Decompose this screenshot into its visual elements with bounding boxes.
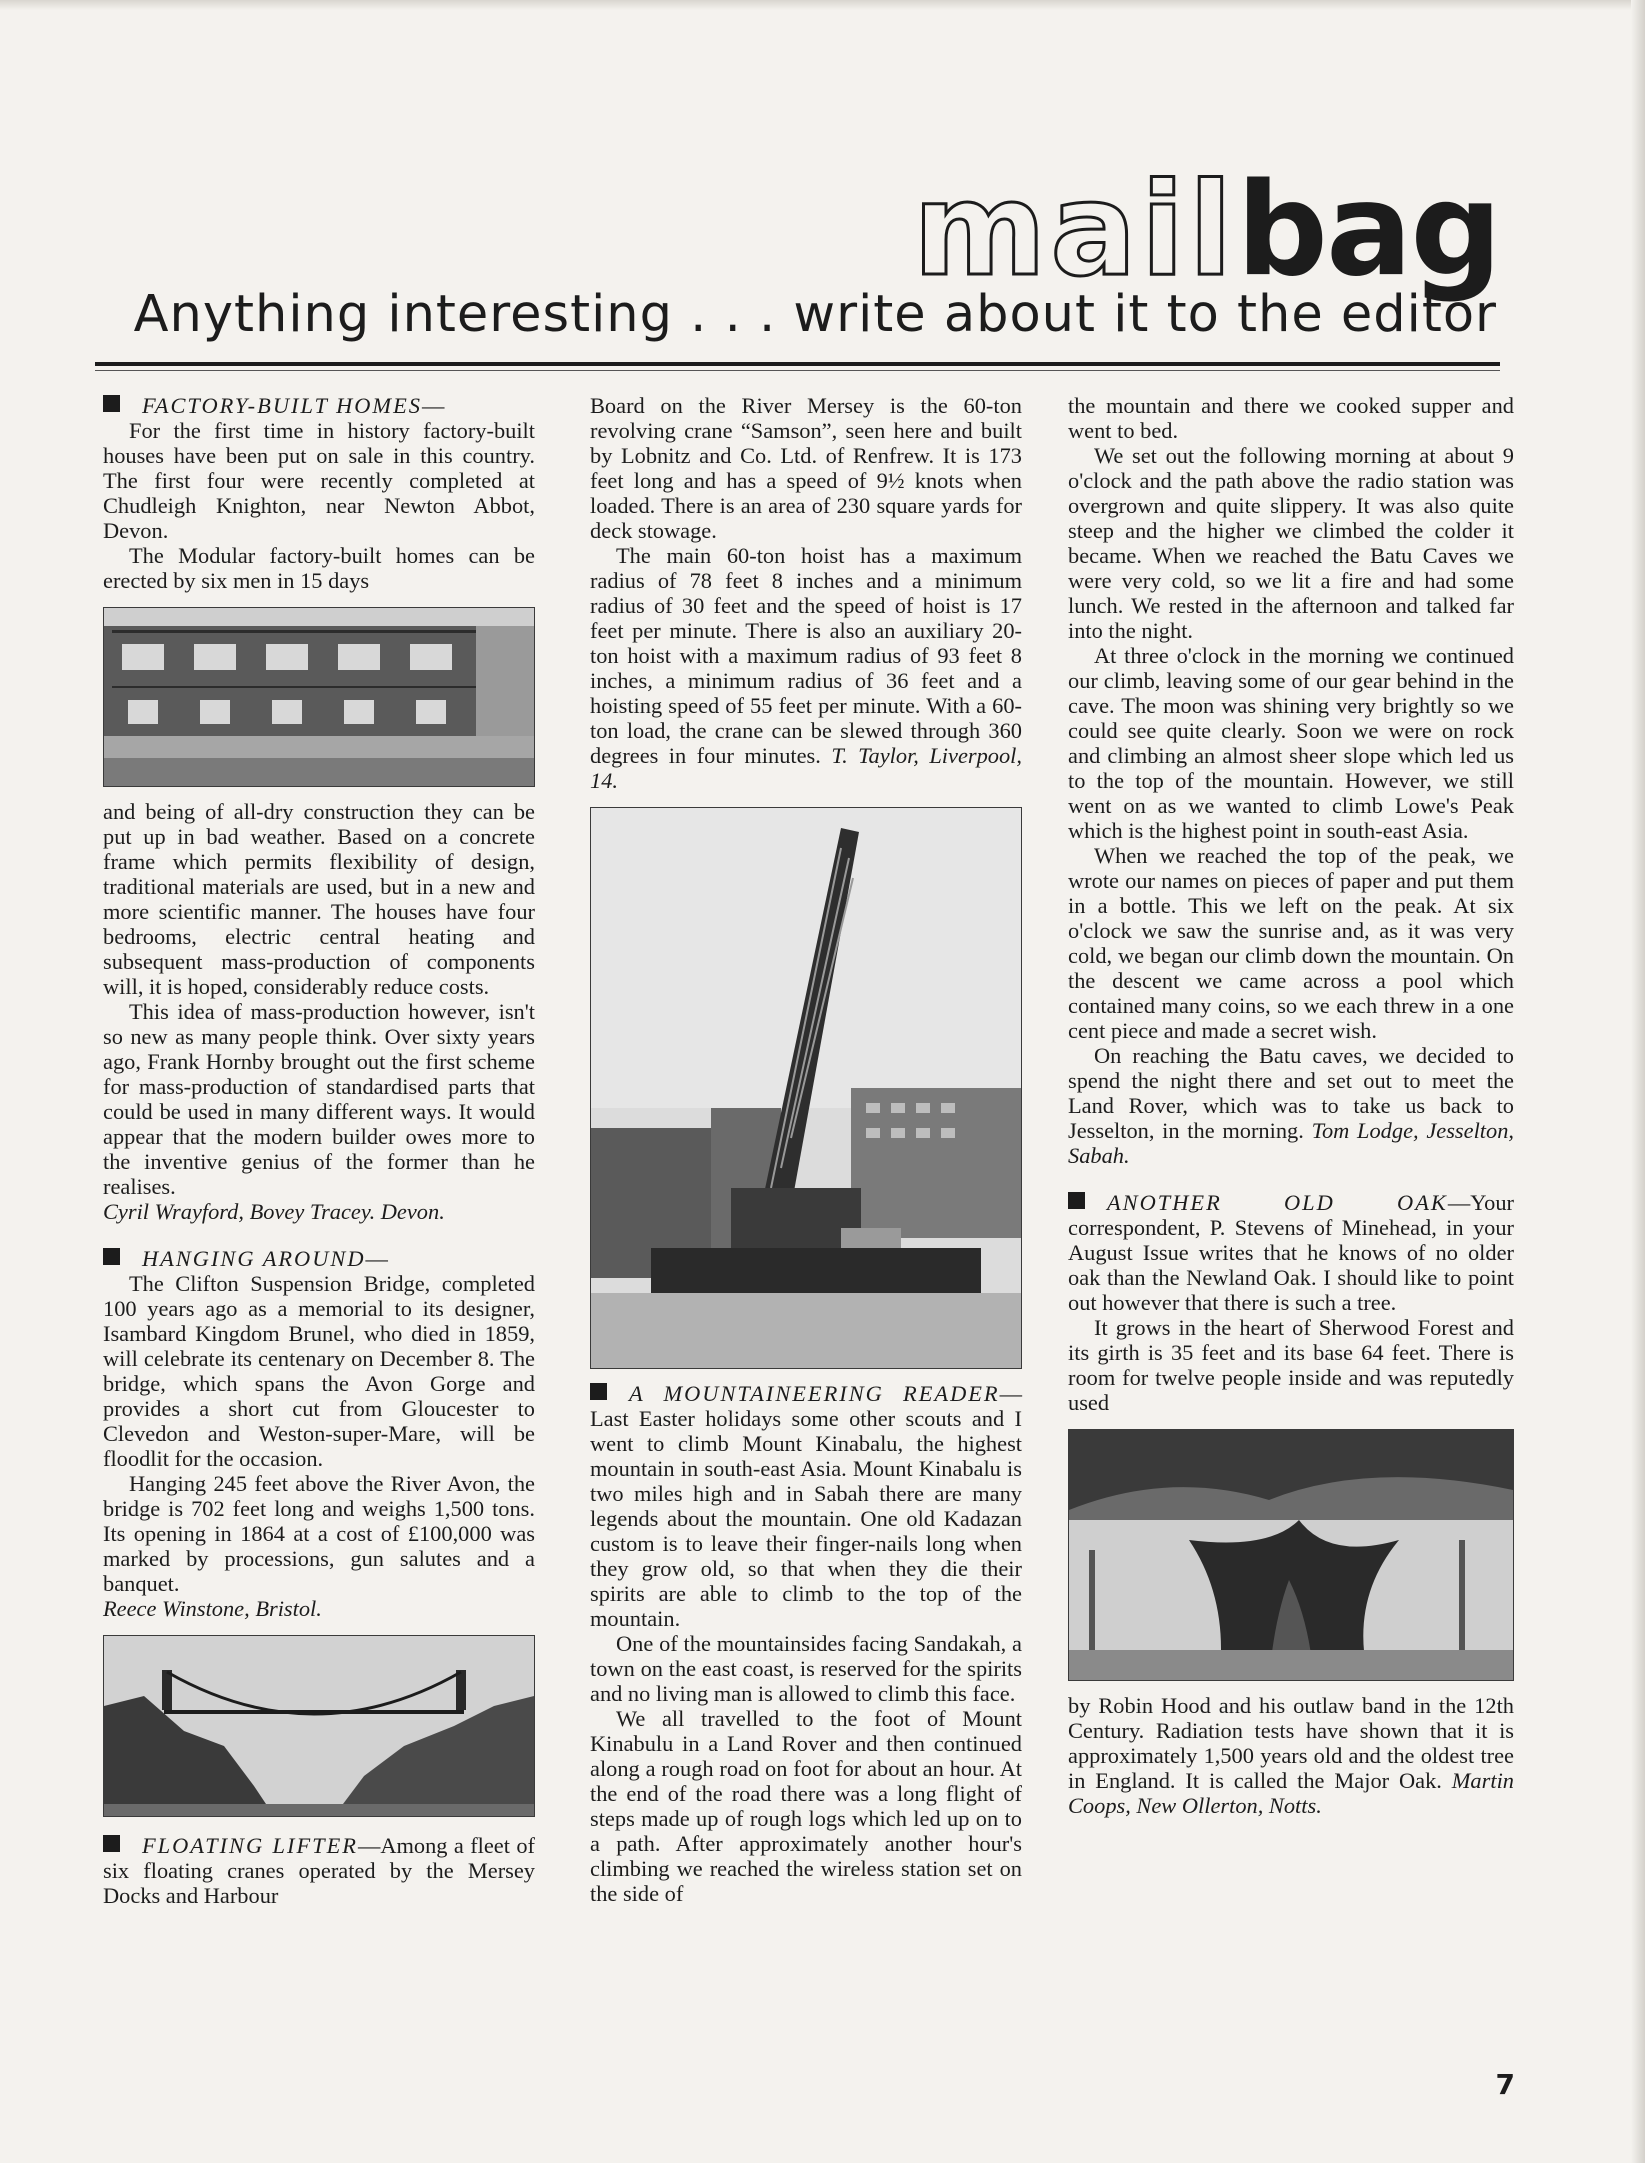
article-paragraph: the mountain and there we cooked supper and went to bed. xyxy=(1068,393,1514,443)
article-another-old-oak: ANOTHER OLD OAK—Your correspondent, P. Stevens of Minehead, in your August Issue writes that he knows of no older oak than the Newland Oak. I should like to point out however that there is such a tree. It grows in the heart of Sherwood Forest and its girth is 35 feet and its base 64 feet. There is room for twelve people inside and was reputedly used by Robin Hood and his outlaw band in the 12th Century. Radiation tests have shown that it is approximately 1,500 years old and the oldest tree in England. It is called the Major Oak. Martin Coops, New Ollerton, Notts. xyxy=(1068,1190,1514,1818)
article-heading: FACTORY-BUILT HOMES xyxy=(142,393,422,418)
header-rule xyxy=(95,362,1500,366)
square-bullet-icon xyxy=(103,395,120,412)
article-heading: ANOTHER OLD OAK xyxy=(1107,1190,1448,1215)
square-bullet-icon xyxy=(103,1835,120,1852)
column-3 xyxy=(1068,393,1514,1818)
column-1 xyxy=(103,393,535,1908)
masthead xyxy=(912,156,1500,305)
major-oak-photo xyxy=(1068,1429,1514,1681)
article-paragraph: On reaching the Batu caves, we decided to spend the night there and set out to meet the Land Rover, which was to take us back to Jesselton, in the morning. Tom Lodge, Jesselton, Sabah. xyxy=(1068,1043,1514,1168)
page-subtitle: Anything interesting . . . write about it to the editor xyxy=(133,285,1497,344)
article-factory-built-homes: FACTORY-BUILT HOMES— For the first time in history factory-built houses have been put on sale in this country. The first four were recently completed at Chudleigh Knighton, near Newton Abbot, Devon. The Modular factory-built homes can be erected by six men in 15 days and being of all-dry construction they can be put up in bad weather. Based on a concrete frame which permits flexibility of design, traditional materials are used, but in a new and more scientific manner. The houses have four bedrooms, electric central heating and subsequent mass-production of components will, it is hoped, considerably reduce costs. This idea of mass-production however, isn't so new as many people think. Over sixty years ago, Frank Hornby brought out the first scheme for mass-production of standardised parts that could be used in many different ways. It would appear that the modern builder owes more to the inventive genius of the former than he realises. Cyril Wrayford, Bovey Tracey. Devon. xyxy=(103,393,535,1224)
page-edge-shadow xyxy=(1631,0,1645,2163)
article-paragraph: The Modular factory-built homes can be erected by six men in 15 days xyxy=(103,543,535,593)
masthead-bag: bag xyxy=(1236,156,1500,305)
article-paragraph: One of the mountainsides facing Sandakah, a town on the east coast, is reserved for the spirits and no living man is allowed to climb this face. xyxy=(590,1631,1022,1706)
masthead-mail: mail xyxy=(912,156,1237,305)
header-rule-thin xyxy=(95,370,1500,371)
article-signature: Reece Winstone, Bristol. xyxy=(103,1596,322,1621)
article-paragraph: The main 60-ton hoist has a maximum radius of 78 feet 8 inches and a minimum radius of 30 feet and the speed of hoist is 17 feet per minute. There is also an auxiliary 20-ton hoist with a maximum radius of 93 feet 8 inches, a minimum radius of 36 feet and a hoisting speed of 55 feet per minute. With a 60-ton load, the crane can be slewed through 360 degrees in four minutes. T. Taylor, Liverpool, 14. xyxy=(590,543,1022,793)
article-signature: Cyril Wrayford, Bovey Tracey. Devon. xyxy=(103,1199,445,1224)
floating-crane-photo xyxy=(590,807,1022,1369)
article-heading: HANGING AROUND xyxy=(142,1246,366,1271)
article-heading: A MOUNTAINEERING READER xyxy=(629,1381,1000,1406)
article-paragraph: When we reached the top of the peak, we wrote our names on pieces of paper and put them in a bottle. This we left on the peak. At six o'clock we saw the sunrise and, as it was very cold, we began our climb down the mountain. On the descent we came across a pool which contained many coins, so we each threw in a one cent piece and made a secret wish. xyxy=(1068,843,1514,1043)
square-bullet-icon xyxy=(590,1383,607,1400)
article-signature: Martin Coops, New Ollerton, Notts. xyxy=(1068,1768,1514,1818)
square-bullet-icon xyxy=(103,1248,120,1265)
article-heading: FLOATING LIFTER xyxy=(142,1833,358,1858)
page-number: 7 xyxy=(1495,2068,1515,2101)
square-bullet-icon xyxy=(1068,1192,1085,1209)
article-signature: Tom Lodge, Jesselton, Sabah. xyxy=(1068,1118,1514,1168)
column-2 xyxy=(590,393,1022,1906)
article-paragraph: We set out the following morning at about 9 o'clock and the path above the radio station was overgrown and quite slippery. It was also quite steep and the higher we climbed the colder it became. When we reached the Batu Caves we were very cold, so we lit a fire and had some lunch. We rested in the afternoon and talked far into the night. xyxy=(1068,443,1514,643)
article-paragraph: It grows in the heart of Sherwood Forest and its girth is 35 feet and its base 64 feet. There is room for twelve people inside and was reputedly used xyxy=(1068,1315,1514,1415)
article-paragraph: Board on the River Mersey is the 60-ton revolving crane “Samson”, seen here and built by Lobnitz and Co. Ltd. of Renfrew. It is 173 feet long and has a speed of 9½ knots when loaded. There is an area of 230 square yards for deck stowage. xyxy=(590,393,1022,543)
article-paragraph: and being of all-dry construction they can be put up in bad weather. Based on a concrete frame which permits flexibility of design, traditional materials are used, but in a new and more scientific manner. The houses have four bedrooms, electric central heating and subsequent mass-production of components will, it is hoped, considerably reduce costs. xyxy=(103,799,535,999)
article-hanging-around: HANGING AROUND— The Clifton Suspension Bridge, completed 100 years ago as a memorial to its designer, Isambard Kingdom Brunel, who died in 1859, will celebrate its centenary on December 8. The bridge, which spans the Avon Gorge and provides a short cut from Gloucester to Clevedon and Weston-super-Mare, will be floodlit for the occasion. Hanging 245 feet above the River Avon, the bridge is 702 feet long and weighs 1,500 tons. Its opening in 1864 at a cost of £100,000 was marked by processions, gun salutes and a banquet. Reece Winstone, Bristol. xyxy=(103,1246,535,1817)
article-paragraph: We all travelled to the foot of Mount Kinabulu in a Land Rover and then continued along a rough road on foot for about an hour. At the end of the road there was a long flight of steps made up of rough logs which led up on to a path. After approximately another hour's climbing we reached the wireless station set on the side of xyxy=(590,1706,1022,1906)
article-paragraph: The Clifton Suspension Bridge, completed 100 years ago as a memorial to its designer, Isambard Kingdom Brunel, who died in 1859, will celebrate its centenary on December 8. The bridge, which spans the Avon Gorge and provides a short cut from Gloucester to Clevedon and Weston-super-Mare, will be floodlit for the occasion. xyxy=(103,1271,535,1471)
article-signature: T. Taylor, Liverpool, 14. xyxy=(590,743,1022,793)
article-paragraph: by Robin Hood and his outlaw band in the 12th Century. Radiation tests have shown that it is approximately 1,500 years old and the oldest tree in England. It is called the Major Oak. Martin Coops, New Ollerton, Notts. xyxy=(1068,1693,1514,1818)
article-mountaineering-reader: A MOUNTAINEERING READER—Last Easter holidays some other scouts and I went to climb Mount Kinabalu, the highest mountain in south-east Asia. Mount Kinabalu is two miles high and in Sabah there are many legends about the mountain. One old Kadazan custom is to leave their finger-nails long when they grow old, so that when they die their spirits are able to climb to the top of the mountain. One of the mountainsides facing Sandakah, a town on the east coast, is reserved for the spirits and no living man is allowed to climb this face. We all travelled to the foot of Mount Kinabulu in a Land Rover and then continued along a rough road on foot for about an hour. At the end of the road there was a long flight of steps made up of rough logs which led up on to a path. After approximately another hour's climbing we reached the wireless station set on the side of xyxy=(590,1381,1022,1906)
article-floating-lifter: FLOATING LIFTER—Among a fleet of six floating cranes operated by the Mersey Docks and Harbour xyxy=(103,1833,535,1908)
article-paragraph: Hanging 245 feet above the River Avon, the bridge is 702 feet long and weighs 1,500 tons. Its opening in 1864 at a cost of £100,000 was marked by processions, gun salutes and a banquet. xyxy=(103,1471,535,1596)
suspension-bridge-photo xyxy=(103,1635,535,1817)
article-paragraph: This idea of mass-production however, isn't so new as many people think. Over sixty years ago, Frank Hornby brought out the first scheme for mass-production of standardised parts that could be used in many different ways. It would appear that the modern builder owes more to the inventive genius of the former than he realises. xyxy=(103,999,535,1199)
factory-homes-photo xyxy=(103,607,535,787)
page-edge xyxy=(0,0,1645,10)
article-paragraph: At three o'clock in the morning we continued our climb, leaving some of our gear behind in the cave. The moon was shining very brightly so we could see quite clearly. Soon we were on rock and climbing an almost sheer slope which led us to the top of the mountain. However, we still went on as we wanted to climb Lowe's Peak which is the highest point in south-east Asia. xyxy=(1068,643,1514,843)
article-paragraph: For the first time in history factory-built houses have been put on sale in this country. The first four were recently completed at Chudleigh Knighton, near Newton Abbot, Devon. xyxy=(103,418,535,543)
